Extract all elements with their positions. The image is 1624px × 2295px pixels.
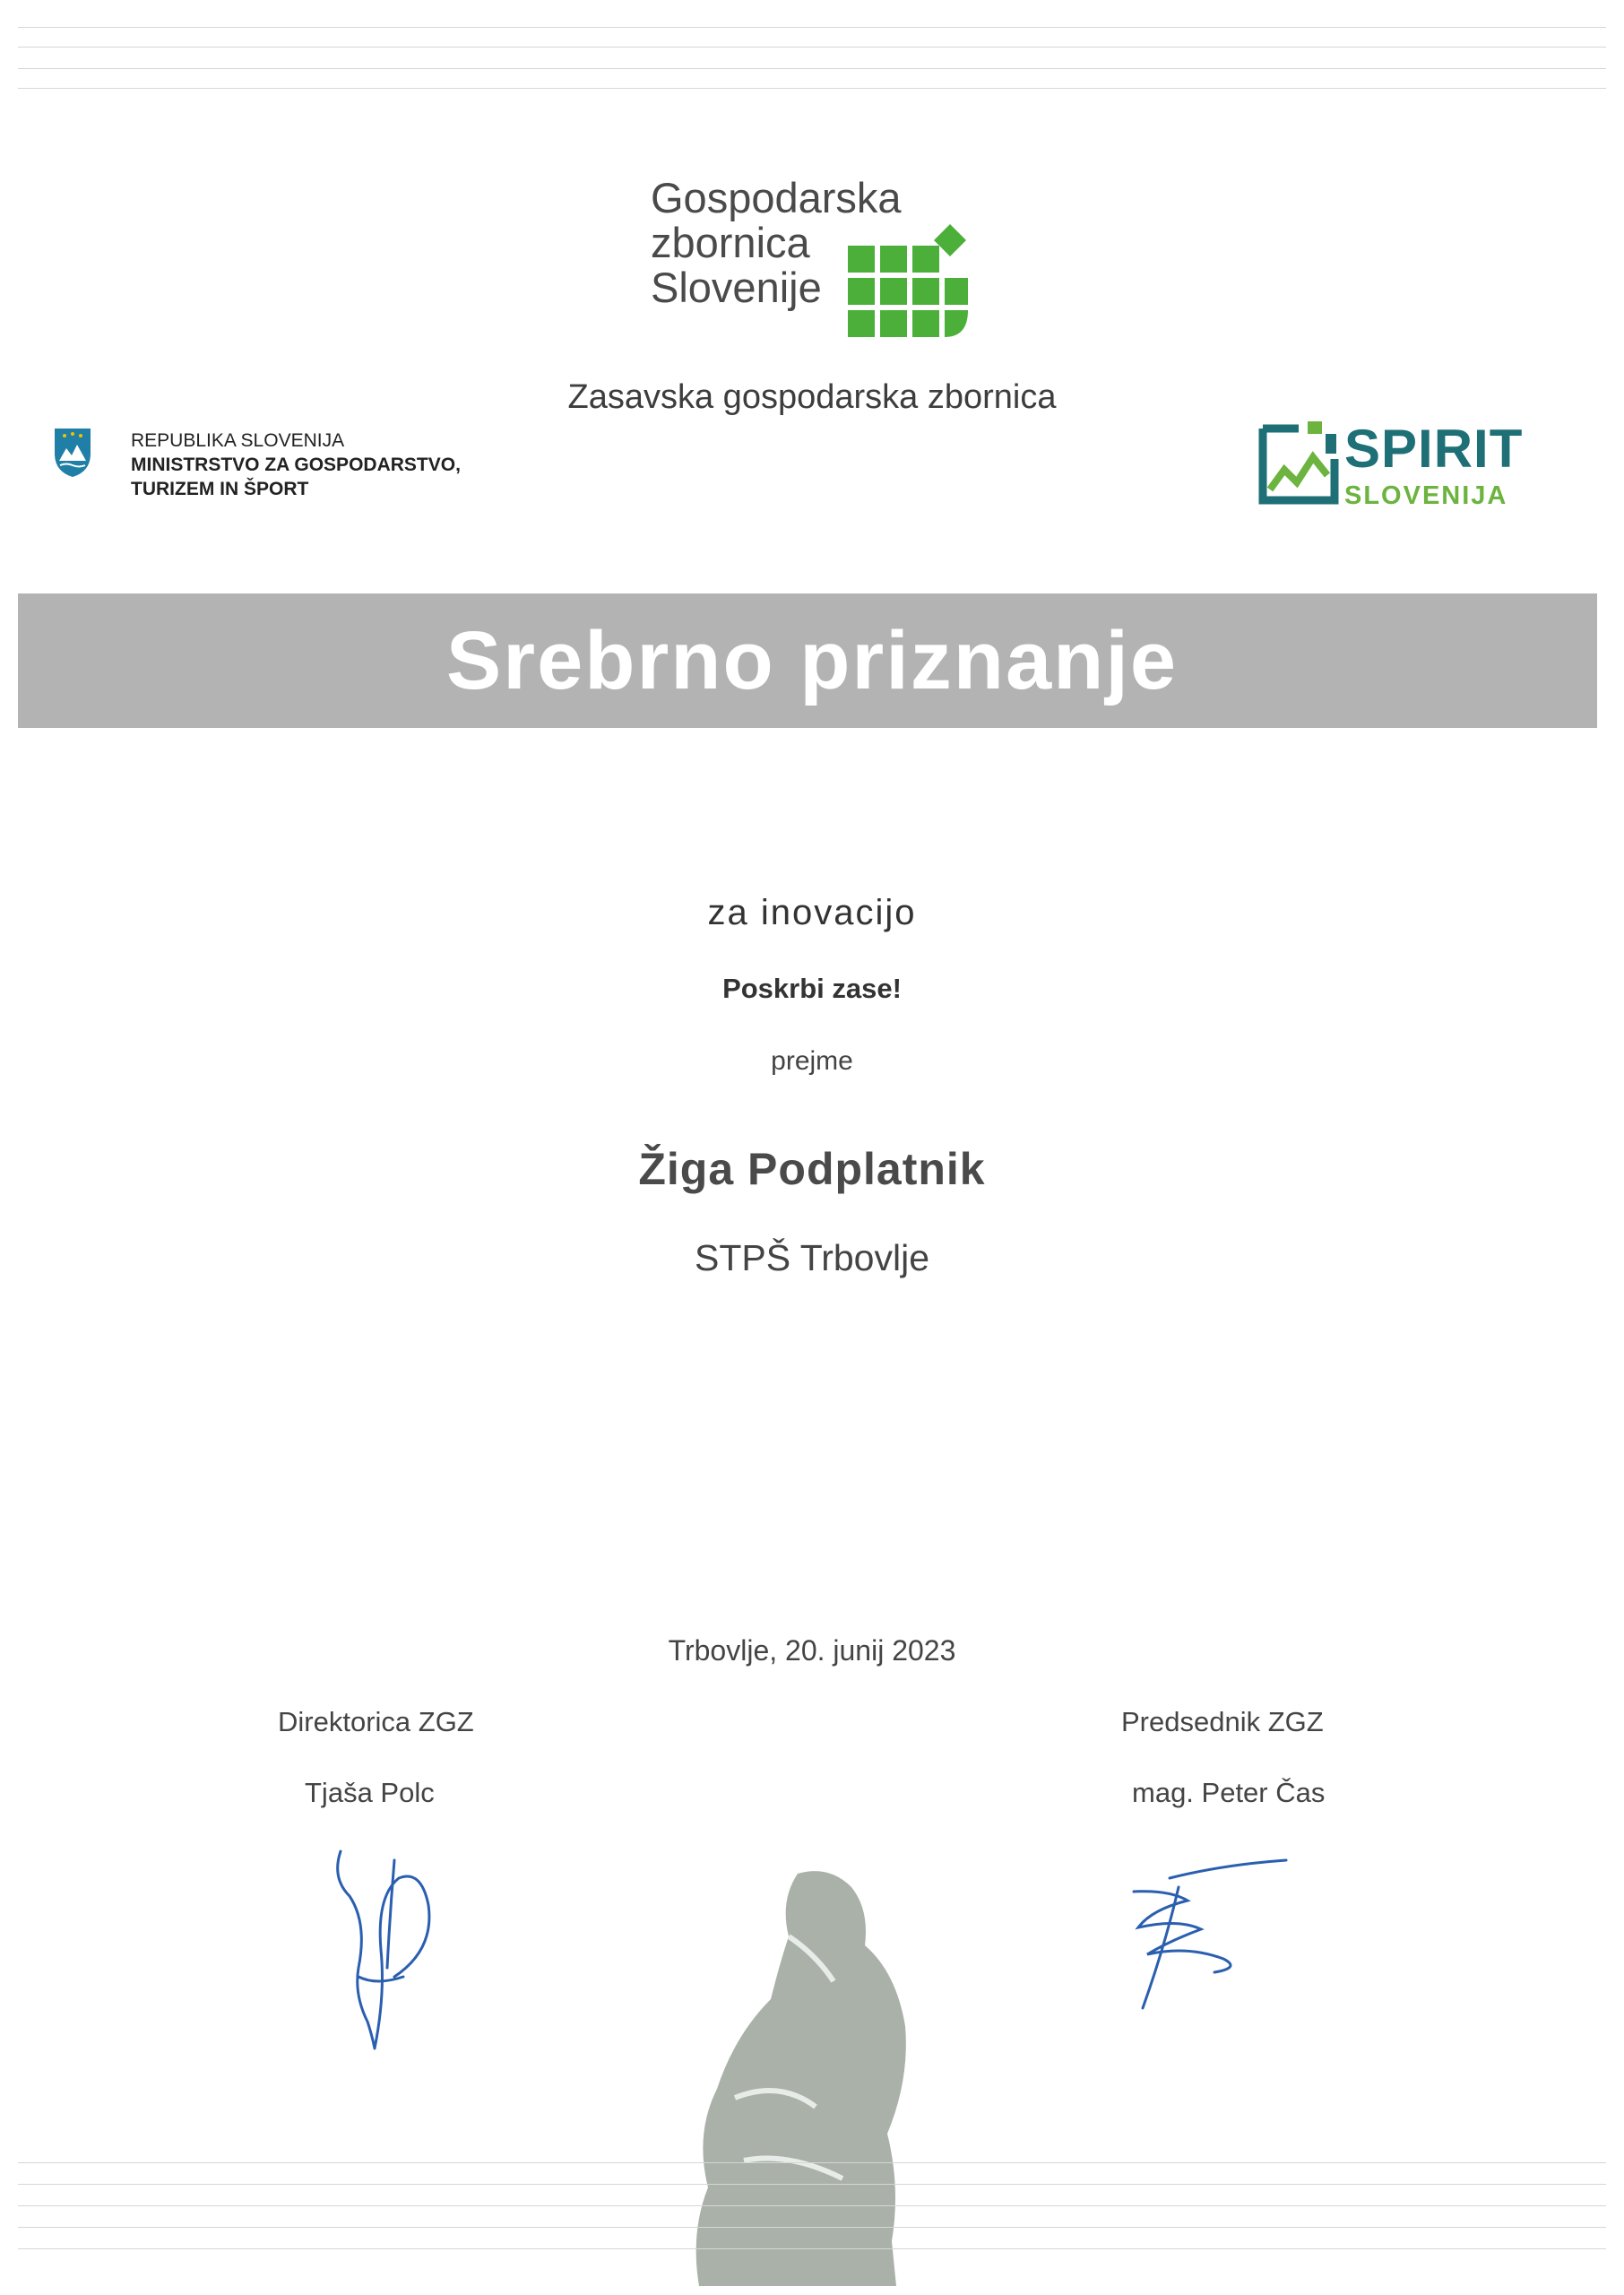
right-signatory-name: mag. Peter Čas (1132, 1777, 1326, 1808)
top-rule-1 (18, 27, 1606, 28)
award-title: Srebrno priznanje (445, 615, 1179, 706)
bottom-rule-5 (18, 2248, 1606, 2249)
right-signature-icon (1116, 1856, 1295, 2026)
right-signatory-title: Predsednik ZGZ (1121, 1706, 1324, 1737)
receives-label: prejme (771, 1046, 853, 1076)
top-rule-3 (18, 68, 1606, 69)
left-signatory-name: Tjaša Polc (305, 1777, 435, 1808)
bottom-rule-1 (18, 2162, 1606, 2163)
bottom-rule-3 (18, 2205, 1606, 2206)
ministry-line-1: REPUBLIKA SLOVENIJA (131, 430, 345, 451)
slovenia-crest-icon (52, 427, 93, 479)
for-innovation-label: za inovacijo (707, 893, 917, 932)
top-rule-4 (18, 88, 1606, 89)
gzs-grid-logo-icon (848, 224, 970, 351)
bottom-rule-2 (18, 2184, 1606, 2185)
left-signature-icon (323, 1842, 457, 2066)
thinker-statue-icon (681, 1865, 950, 2286)
bottom-rule-4 (18, 2227, 1606, 2228)
gzs-logo-line-3: Slovenije (651, 264, 822, 311)
ministry-text (131, 429, 461, 501)
spirit-wordmark: SPIRIT (1344, 419, 1524, 479)
gzs-logo-line-2: zbornica (651, 219, 810, 266)
left-signatory-title: Direktorica ZGZ (278, 1706, 474, 1737)
top-rule-2 (18, 47, 1606, 48)
spirit-subtitle: SLOVENIJA (1344, 481, 1508, 510)
recipient-school: STPŠ Trbovlje (694, 1237, 930, 1278)
recipient-name: Žiga Podplatnik (638, 1144, 986, 1194)
gzs-logo-line-1: Gospodarska (651, 174, 902, 221)
place-and-date: Trbovlje, 20. junij 2023 (668, 1634, 956, 1667)
ministry-line-2: MINISTRSTVO ZA GOSPODARSTVO, (131, 455, 461, 475)
innovation-name: Poskrbi zase! (722, 973, 902, 1004)
spirit-chart-icon (1257, 421, 1340, 507)
ministry-line-3: TURIZEM IN ŠPORT (131, 479, 309, 499)
chamber-name: Zasavska gospodarska zbornica (567, 378, 1057, 416)
